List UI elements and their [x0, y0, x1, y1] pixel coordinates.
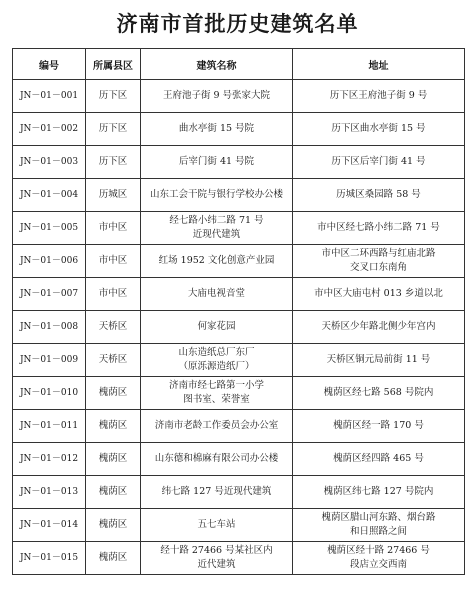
cell-address: 历下区后宰门街 41 号 [293, 146, 465, 179]
cell-address: 槐荫区经七路 568 号院内 [293, 377, 465, 410]
cell-address: 天桥区少年路北侧少年宫内 [293, 311, 465, 344]
cell-address: 市中区大庙屯村 013 乡道以北 [293, 278, 465, 311]
cell-code: JN－01－014 [13, 509, 86, 542]
cell-district: 市中区 [86, 278, 141, 311]
cell-code: JN－01－008 [13, 311, 86, 344]
table-row [13, 311, 465, 344]
cell-name: 红场 1952 文化创意产业园 [141, 245, 293, 278]
table-row [13, 410, 465, 443]
header-code: 编号 [13, 49, 86, 80]
table-row [13, 509, 465, 542]
cell-address: 槐荫区经十路 27466 号 段店立交西南 [293, 542, 465, 575]
cell-name: 大庙电视音堂 [141, 278, 293, 311]
cell-district: 天桥区 [86, 344, 141, 377]
cell-district: 历城区 [86, 179, 141, 212]
cell-district: 槐荫区 [86, 410, 141, 443]
cell-address: 槐荫区腊山河东路、烟台路 和日照路之间 [293, 509, 465, 542]
cell-district: 历下区 [86, 146, 141, 179]
page-title: 济南市首批历史建筑名单 [116, 12, 359, 36]
cell-address: 市中区经七路小纬二路 71 号 [293, 212, 465, 245]
cell-name: 经七路小纬二路 71 号 近现代建筑 [141, 212, 293, 245]
cell-address: 历下区王府池子街 9 号 [293, 80, 465, 113]
table-row [13, 146, 465, 179]
table-header-row [13, 49, 465, 80]
table-row [13, 212, 465, 245]
cell-code: JN－01－012 [13, 443, 86, 476]
cell-name: 山东德和棉麻有限公司办公楼 [141, 443, 293, 476]
cell-district: 天桥区 [86, 311, 141, 344]
cell-district: 槐荫区 [86, 443, 141, 476]
cell-code: JN－01－007 [13, 278, 86, 311]
cell-name: 山东工会干院与银行学校办公楼 [141, 179, 293, 212]
cell-code: JN－01－004 [13, 179, 86, 212]
cell-name: 济南市老龄工作委员会办公室 [141, 410, 293, 443]
cell-name: 何家花园 [141, 311, 293, 344]
cell-code: JN－01－001 [13, 80, 86, 113]
cell-name: 五七车站 [141, 509, 293, 542]
cell-code: JN－01－009 [13, 344, 86, 377]
cell-district: 市中区 [86, 245, 141, 278]
cell-name: 经十路 27466 号某社区内 近代建筑 [141, 542, 293, 575]
cell-name: 后宰门街 41 号院 [141, 146, 293, 179]
cell-district: 历下区 [86, 80, 141, 113]
cell-name: 王府池子街 9 号张家大院 [141, 80, 293, 113]
cell-address: 市中区二环西路与红庙北路 交叉口东南角 [293, 245, 465, 278]
cell-code: JN－01－005 [13, 212, 86, 245]
cell-district: 槐荫区 [86, 542, 141, 575]
cell-address: 天桥区铜元局前街 11 号 [293, 344, 465, 377]
header-name: 建筑名称 [141, 49, 293, 80]
cell-address: 历下区曲水亭街 15 号 [293, 113, 465, 146]
table-row [13, 344, 465, 377]
cell-code: JN－01－003 [13, 146, 86, 179]
cell-name: 山东造纸总厂东厂 （原泺源造纸厂） [141, 344, 293, 377]
cell-district: 槐荫区 [86, 476, 141, 509]
table-row [13, 80, 465, 113]
cell-code: JN－01－002 [13, 113, 86, 146]
cell-code: JN－01－013 [13, 476, 86, 509]
cell-name: 纬七路 127 号近现代建筑 [141, 476, 293, 509]
header-district: 所属县区 [86, 49, 141, 80]
table-row [13, 443, 465, 476]
cell-district: 槐荫区 [86, 377, 141, 410]
table-row [13, 113, 465, 146]
cell-address: 历城区桑园路 58 号 [293, 179, 465, 212]
cell-address: 槐荫区经一路 170 号 [293, 410, 465, 443]
cell-address: 槐荫区经四路 465 号 [293, 443, 465, 476]
cell-district: 市中区 [86, 212, 141, 245]
cell-district: 历下区 [86, 113, 141, 146]
table-row [13, 179, 465, 212]
cell-code: JN－01－010 [13, 377, 86, 410]
header-address: 地址 [293, 49, 465, 80]
cell-name: 济南市经七路第一小学 图书室、荣誉室 [141, 377, 293, 410]
cell-name: 曲水亭街 15 号院 [141, 113, 293, 146]
historic-buildings-table [12, 48, 465, 575]
cell-address: 槐荫区纬七路 127 号院内 [293, 476, 465, 509]
table-row [13, 377, 465, 410]
table-row [13, 245, 465, 278]
table-row [13, 476, 465, 509]
cell-district: 槐荫区 [86, 509, 141, 542]
cell-code: JN－01－015 [13, 542, 86, 575]
table-row [13, 542, 465, 575]
cell-code: JN－01－011 [13, 410, 86, 443]
cell-code: JN－01－006 [13, 245, 86, 278]
table-row [13, 278, 465, 311]
